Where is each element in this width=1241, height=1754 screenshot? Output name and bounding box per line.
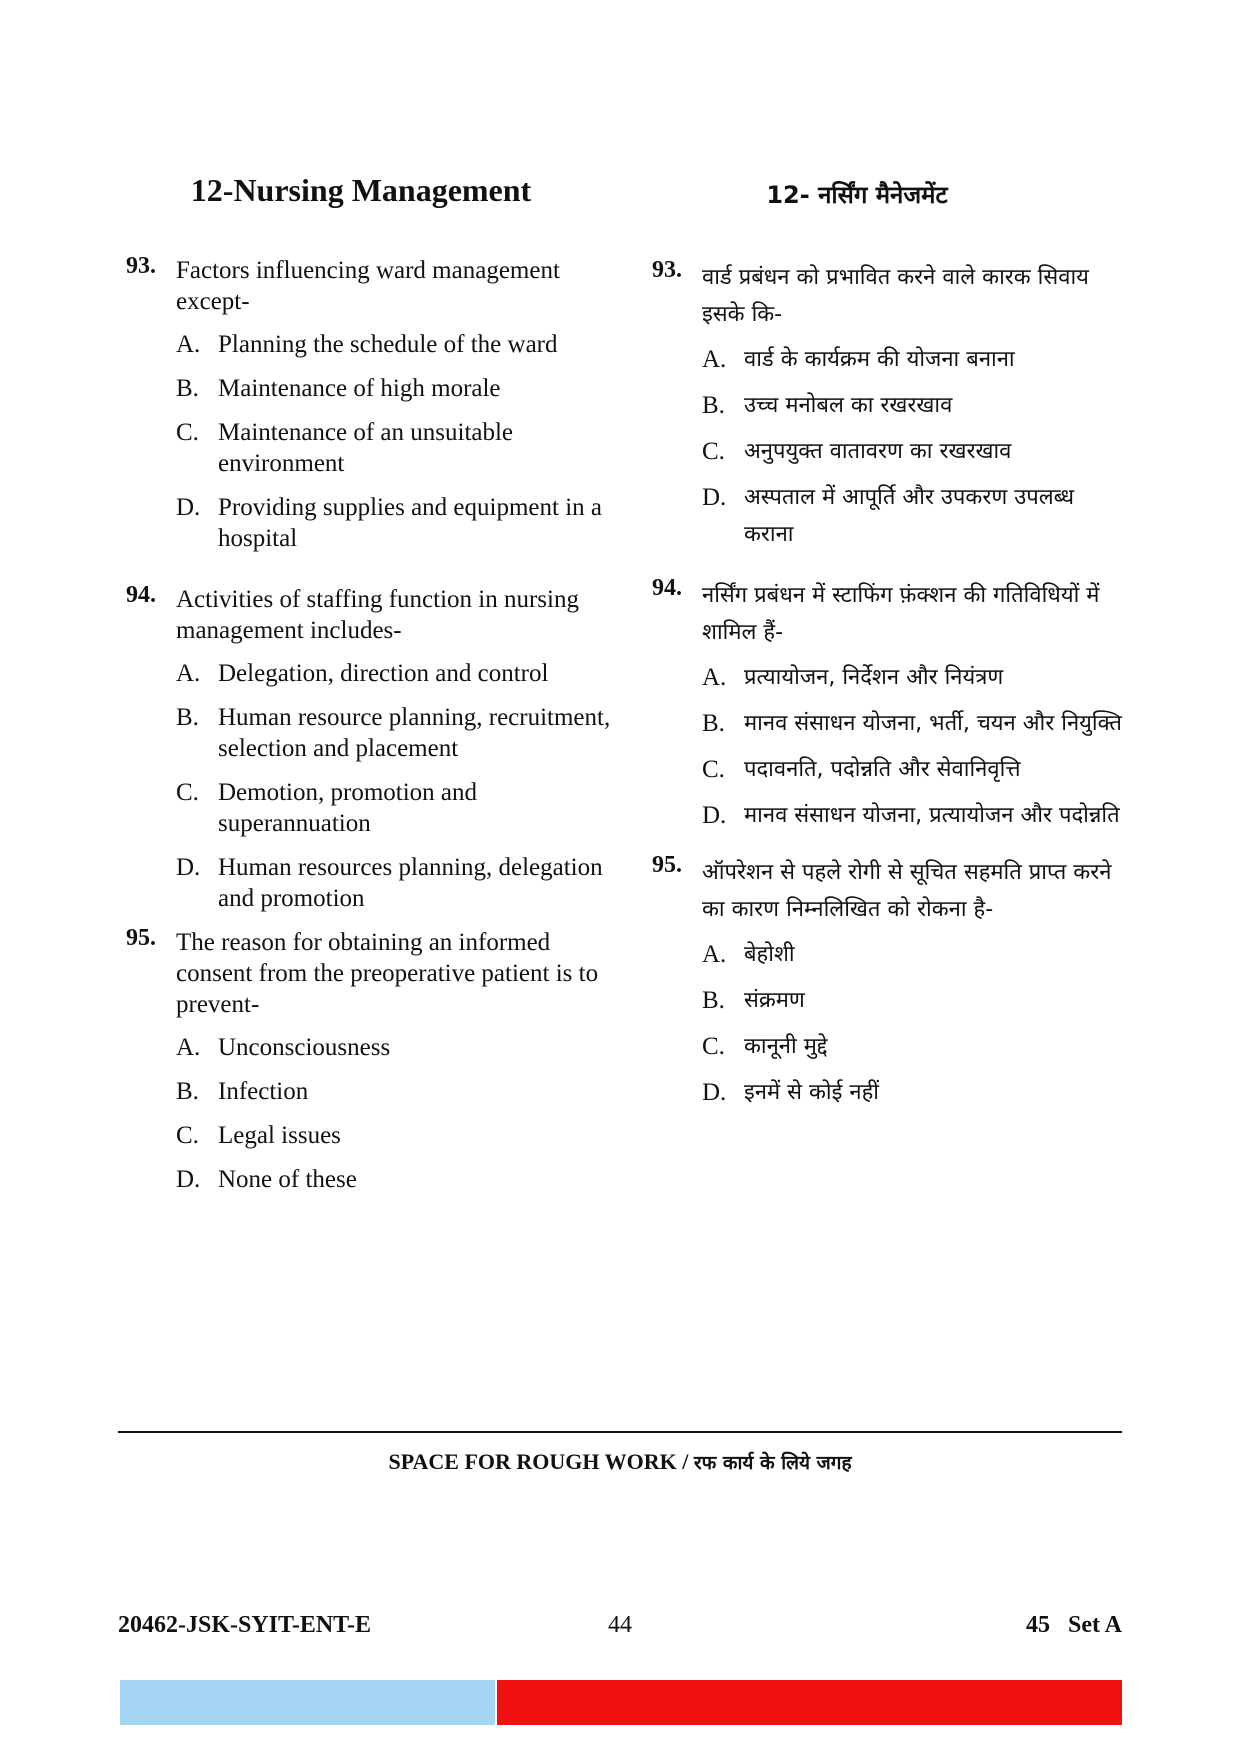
option-text: पदावनति, पदोन्नति और सेवानिवृत्ति xyxy=(744,757,1021,782)
question-number: 95. xyxy=(126,925,156,951)
rough-work-label xyxy=(118,1449,1122,1475)
page-number: 44 xyxy=(608,1612,632,1638)
option-letter: B. xyxy=(702,987,725,1014)
english-column xyxy=(126,172,616,1208)
section-title-english: 12-Nursing Management xyxy=(190,172,532,208)
option-text: Planning the schedule of the ward xyxy=(218,331,558,358)
option-text: उच्च मनोबल का रखरखाव xyxy=(744,393,953,418)
option-b xyxy=(702,705,1122,742)
question-94-english xyxy=(126,584,616,914)
option-letter: D. xyxy=(702,802,727,829)
option-letter: C. xyxy=(702,438,725,465)
options-list xyxy=(176,329,616,554)
option-text: Legal issues xyxy=(218,1122,341,1149)
option-a xyxy=(176,1032,616,1063)
option-text: Human resources planning, delegation and promotion xyxy=(218,854,603,912)
option-text: इनमें से कोई नहीं xyxy=(744,1080,880,1105)
option-letter: B. xyxy=(702,710,725,737)
option-text: मानव संसाधन योजना, भर्ती, चयन और नियुक्ति xyxy=(744,711,1122,736)
option-letter: C. xyxy=(702,756,725,783)
options-list xyxy=(702,341,1122,553)
section-title-hindi: 12- नर्सिंग मैनेजमेंट xyxy=(766,181,948,209)
options-list xyxy=(176,1032,616,1195)
option-letter: D. xyxy=(176,1166,201,1193)
option-a xyxy=(702,659,1122,696)
option-text: Unconsciousness xyxy=(218,1034,391,1061)
options-list xyxy=(702,936,1122,1111)
option-letter: D. xyxy=(702,484,727,511)
option-letter: C. xyxy=(176,779,199,806)
question-text: The reason for obtaining an informed consent from the preoperative patient is to prevent- xyxy=(176,929,599,1018)
option-c xyxy=(702,433,1122,470)
option-text: वार्ड के कार्यक्रम की योजना बनाना xyxy=(744,347,1015,372)
question-text: वार्ड प्रबंधन को प्रभावित करने वाले कारक सिवाय इसके कि- xyxy=(702,265,1089,327)
rough-work-label-hi: रफ कार्य के लिये जगह xyxy=(693,1452,852,1474)
question-text: Factors influencing ward management except- xyxy=(176,257,560,315)
option-c xyxy=(176,1120,616,1151)
option-letter: D. xyxy=(176,494,201,521)
option-d xyxy=(702,1074,1122,1111)
option-b xyxy=(176,373,616,404)
question-text: ऑपरेशन से पहले रोगी से सूचित सहमति प्राप्त करने का कारण निम्नलिखित को रोकना है- xyxy=(702,860,1112,922)
option-text: अस्पताल में आपूर्ति और उपकरण उपलब्ध कराना xyxy=(744,485,1075,547)
question-93-english xyxy=(126,255,616,554)
option-text: संक्रमण xyxy=(744,988,805,1013)
question-93-hindi xyxy=(652,259,1122,553)
option-letter: A. xyxy=(176,1034,201,1061)
option-text: Infection xyxy=(218,1078,309,1105)
question-text: नर्सिंग प्रबंधन में स्टाफिंग फ़ंक्शन की गतिविधियों में शामिल हैं- xyxy=(702,583,1100,645)
option-c xyxy=(176,417,616,479)
option-letter: B. xyxy=(176,704,199,731)
options-list xyxy=(176,658,616,914)
option-letter: B. xyxy=(176,1078,199,1105)
options-list xyxy=(702,659,1122,834)
question-number: 93. xyxy=(126,253,156,279)
option-letter: C. xyxy=(176,419,199,446)
option-text: बेहोशी xyxy=(744,942,795,967)
option-letter: D. xyxy=(702,1079,727,1106)
option-letter: A. xyxy=(702,664,727,691)
rough-work-divider xyxy=(118,1431,1122,1433)
option-text: मानव संसाधन योजना, प्रत्यायोजन और पदोन्नति xyxy=(744,803,1120,828)
hindi-column xyxy=(652,172,1122,1120)
option-text: Delegation, direction and control xyxy=(218,660,549,687)
question-94-hindi xyxy=(652,577,1122,834)
paper-code: 20462-JSK-SYIT-ENT-E xyxy=(118,1612,371,1638)
option-a xyxy=(176,658,616,689)
option-letter: C. xyxy=(702,1033,725,1060)
option-a xyxy=(702,341,1122,378)
option-letter: A. xyxy=(176,660,201,687)
option-c xyxy=(702,1028,1122,1065)
set-label: 45 Set A xyxy=(1026,1612,1122,1638)
option-c xyxy=(176,777,616,839)
option-text: Human resource planning, recruitment, selection and placement xyxy=(218,704,611,762)
option-b xyxy=(702,982,1122,1019)
option-d xyxy=(702,479,1122,553)
option-letter: A. xyxy=(702,346,727,373)
option-text: अनुपयुक्त वातावरण का रखरखाव xyxy=(744,439,1012,464)
option-b xyxy=(176,702,616,764)
option-text: Maintenance of high morale xyxy=(218,375,501,402)
option-d xyxy=(176,852,616,914)
question-number: 94. xyxy=(652,575,682,601)
option-b xyxy=(702,387,1122,424)
option-a xyxy=(702,936,1122,973)
option-text: प्रत्यायोजन, निर्देशन और नियंत्रण xyxy=(744,665,1004,690)
option-text: कानूनी मुद्दे xyxy=(744,1034,828,1059)
question-number: 94. xyxy=(126,582,156,608)
option-text: Providing supplies and equipment in a hospital xyxy=(218,494,602,552)
option-letter: A. xyxy=(176,331,201,358)
page-footer xyxy=(118,1612,1122,1642)
option-letter: B. xyxy=(702,392,725,419)
option-d xyxy=(176,1164,616,1195)
option-d xyxy=(176,492,616,554)
option-a xyxy=(176,329,616,360)
footer-bar-red xyxy=(497,1680,1122,1725)
question-95-english xyxy=(126,927,616,1195)
footer-bar-blue xyxy=(120,1680,495,1725)
option-letter: B. xyxy=(176,375,199,402)
option-letter: C. xyxy=(176,1122,199,1149)
option-letter: A. xyxy=(702,941,727,968)
option-letter: D. xyxy=(176,854,201,881)
question-number: 95. xyxy=(652,852,682,878)
option-text: None of these xyxy=(218,1166,357,1193)
question-number: 93. xyxy=(652,257,682,283)
option-c xyxy=(702,751,1122,788)
option-d xyxy=(702,797,1122,834)
option-b xyxy=(176,1076,616,1107)
question-text: Activities of staffing function in nursing management includes- xyxy=(176,586,579,644)
rough-work-label-en: SPACE FOR ROUGH WORK / xyxy=(388,1449,694,1474)
option-text: Demotion, promotion and superannuation xyxy=(218,779,477,837)
option-text: Maintenance of an unsuitable environment xyxy=(218,419,514,477)
question-95-hindi xyxy=(652,854,1122,1111)
